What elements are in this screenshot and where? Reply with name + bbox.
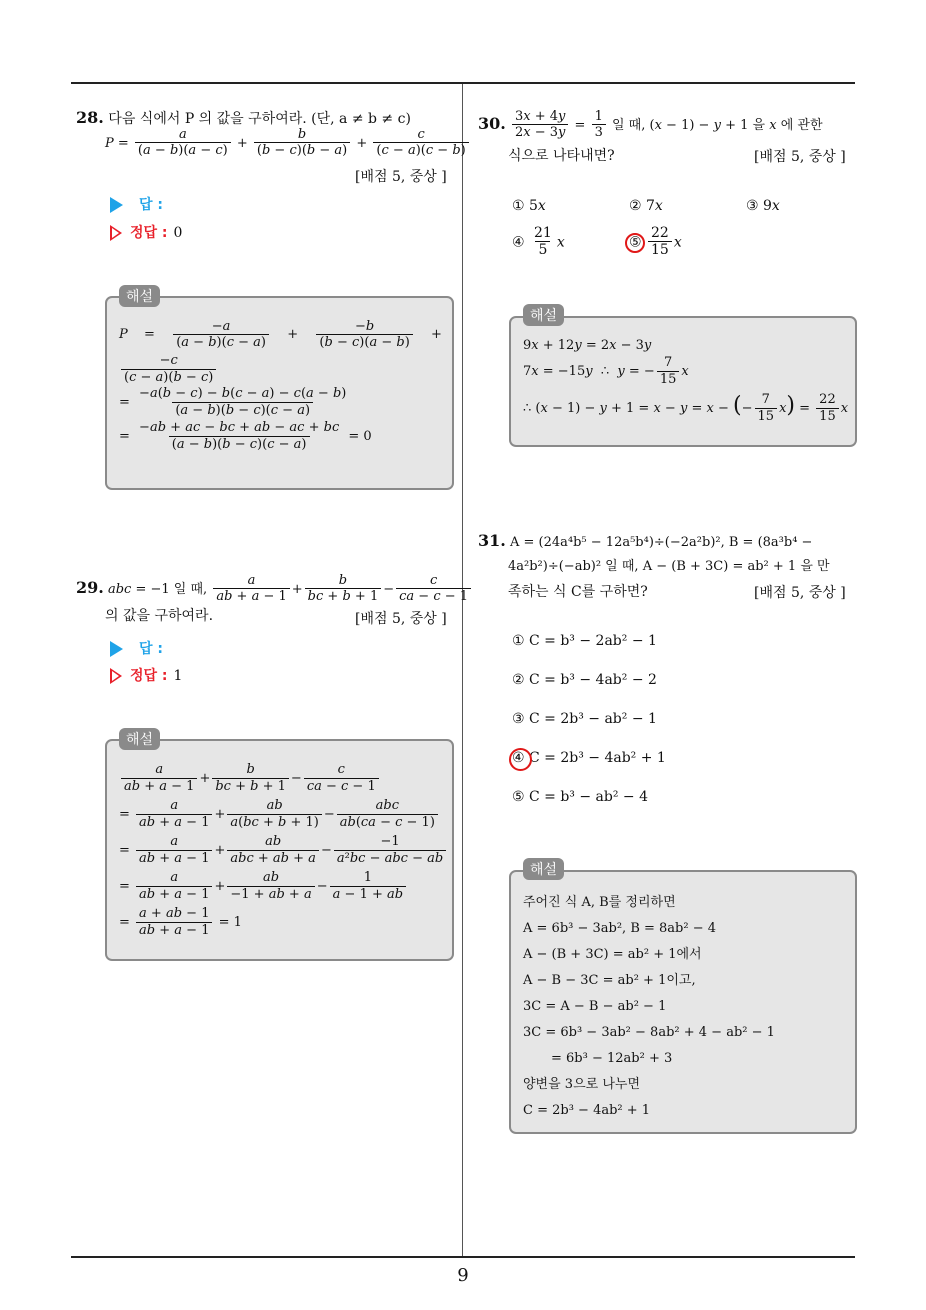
selected-answer-mark: [625, 233, 645, 253]
question-prompt: A = (24a⁴b⁵ − 12a⁵b⁴)÷(−2a²b)², B = (8a³b⁴ −: [509, 535, 813, 550]
choice-4[interactable]: ④ $\frac{21}{5}$ x: [512, 225, 565, 259]
explanation-line: = $\frac{a}{ab + a - 1}$ + $\frac{ab}{a(bc + b + 1)}$ − $\frac{\text{abc}}{ab(ca - c - 1)}$: [119, 797, 442, 833]
explanation-line: = $\frac{-ab + ac - bc + ab - ac + bc}{(a - b)(b - c)(c - a)}$ = 0: [119, 420, 372, 452]
correct-label: 정답 :: [130, 225, 168, 241]
explanation-line: ∴ (x − 1) − y + 1 = x − y = x − (− $\frac{7}{15}$ x) = $\frac{22}{15}$ x: [523, 392, 849, 424]
choice-4[interactable]: ④ C = 2b³ − 4ab² + 1: [512, 750, 666, 766]
answer-input-row[interactable]: [110, 194, 163, 214]
explanation-body: [119, 761, 442, 941]
question-28-score: [배점 5, 중상 ]: [355, 169, 447, 185]
question-number: 30.: [478, 113, 506, 133]
correct-answer-row: [110, 222, 182, 242]
question-number: 31.: [478, 531, 506, 550]
explanation-line: = $\frac{a}{ab + a - 1}$ + $\frac{ab}{-1 + ab + a}$ − $\frac{1}{a - 1 + ab}$: [119, 869, 442, 905]
explanation-tag: 해설: [119, 728, 160, 750]
question-29-prompt-line-2: 의 값을 구하여라.: [105, 608, 214, 624]
explanation-line: 양변을 3으로 나누면: [523, 1077, 640, 1092]
correct-label: 정답 :: [130, 668, 168, 684]
explanation-box: [105, 296, 454, 490]
explanation-line: = $\frac{a + ab - 1}{ab + a - 1}$ = 1: [119, 906, 242, 938]
explanation-box: [509, 870, 857, 1134]
explanation-body: [523, 336, 849, 427]
explanation-body: [523, 890, 845, 1124]
question-30-score: [배점 5, 중상 ]: [754, 149, 846, 165]
explanation-line: 7x = −15y ∴ y = − $\frac{7}{15}$ x: [523, 355, 689, 387]
page-number: 9: [457, 1265, 469, 1286]
answer-input-row[interactable]: [110, 638, 163, 658]
question-31-score: [배점 5, 중상 ]: [754, 585, 846, 601]
bottom-rule: [71, 1256, 855, 1258]
explanation-line: A = 6b³ − 3ab², B = 8ab² − 4: [523, 921, 717, 936]
choice-2[interactable]: ② 7x: [629, 198, 663, 214]
question-number: 28.: [76, 108, 104, 127]
question-30-prompt-line-2: 식으로 나타내면?: [508, 148, 615, 164]
question-31-prompt-line-3: 족하는 식 C를 구하면?: [508, 584, 648, 600]
correct-answer-row: [110, 665, 182, 685]
explanation-tag: 해설: [523, 858, 564, 880]
explanation-box: [509, 316, 857, 447]
explanation-line: $\frac{a}{ab + a - 1}$ + $\frac{b}{bc + b + 1}$ − $\frac{c}{ca - c - 1}$: [119, 761, 442, 797]
question-30-header: 30. $\frac{3x + 4y}{2x - 3y}$ = $\frac{1}{3}$ 일 때, (x − 1) − y + 1 을 x 에 관한: [478, 109, 823, 141]
choice-3[interactable]: ③ 9x: [746, 198, 780, 214]
explanation-tag: 해설: [523, 304, 564, 326]
explanation-line: P = $\frac{-a}{(a - b)(c - a)}$ + $\frac{-b}{(b - c)(a - b)}$ +: [119, 318, 442, 350]
explanation-line: = 6b³ − 12ab² + 3: [551, 1051, 673, 1066]
top-rule: [71, 82, 855, 84]
question-31-header: [478, 531, 812, 553]
column-divider: [462, 84, 463, 1256]
explanation-line: 3C = 6b³ − 3ab² − 8ab² + 4 − ab² − 1: [523, 1025, 775, 1040]
choice-5[interactable]: ⑤ $\frac{22}{15}$ x: [629, 225, 682, 259]
question-29-header: 29. abc = −1 일 때, $\frac{a}{ab + a - 1}$ + $\frac{b}{bc + b + 1}$ − $\frac{c}{ca - c - 1}$: [76, 574, 473, 605]
explanation-line: A − B − 3C = ab² + 1이고,: [523, 973, 696, 988]
selected-answer-mark: [509, 748, 532, 771]
choice-1[interactable]: ① C = b³ − 2ab² − 1: [512, 633, 657, 649]
question-number: 29.: [76, 577, 104, 597]
explanation-tag: 해설: [119, 285, 160, 307]
question-prompt: 다음 식에서 P 의 값을 구하여라. (단, a ≠ b ≠ c): [108, 111, 411, 127]
explanation-line: 3C = A − B − ab² − 1: [523, 999, 667, 1014]
answer-label: 답 :: [139, 197, 163, 213]
explanation-line: 주어진 식 A, B를 정리하면: [523, 895, 676, 910]
explanation-box: [105, 739, 454, 961]
explanation-body: [119, 316, 442, 454]
choice-3[interactable]: ③ C = 2b³ − ab² − 1: [512, 711, 657, 727]
choice-5[interactable]: ⑤ C = b³ − ab² − 4: [512, 789, 649, 805]
question-29-score: [배점 5, 중상 ]: [355, 611, 447, 627]
explanation-line: = $\frac{a}{ab + a - 1}$ + $\frac{ab}{\text{abc + ab + a}}$ − $\frac{-1}{\text{a²bc − abc − ab}}$: [119, 833, 442, 869]
correct-answer-value: 0: [173, 225, 183, 241]
play-arrow-icon: [110, 197, 123, 213]
explanation-line: = $\frac{-a(b - c) - b(c - a) - c(a - b)}{(a - b)(b - c)(c - a)}$: [119, 386, 347, 418]
choice-1[interactable]: ① 5x: [512, 198, 546, 214]
choice-2[interactable]: ② C = b³ − 4ab² − 2: [512, 672, 657, 688]
question-28-header: [76, 108, 411, 129]
correct-answer-value: 1: [173, 668, 183, 684]
answer-label: 답 :: [139, 641, 163, 657]
question-31-prompt-line-2: 4a²b²)÷(−ab)² 일 때, A − (B + 3C) = ab² + 1 을 만: [508, 559, 830, 574]
question-28-expression: P = $\frac{a}{(a - b)(a - c)}$ + $\frac{b}{(b - c)(b - a)}$ + $\frac{c}{(c - a)(c - b)}$: [105, 128, 471, 159]
play-arrow-icon: [110, 641, 123, 657]
explanation-line: $\frac{-c}{(c - a)(b - c)}$: [119, 354, 442, 386]
explanation-line: A − (B + 3C) = ab² + 1에서: [523, 947, 702, 962]
explanation-line: 9x + 12y = 2x − 3y: [523, 338, 652, 353]
outline-arrow-icon: [110, 225, 122, 241]
explanation-line: C = 2b³ − 4ab² + 1: [523, 1103, 651, 1118]
outline-arrow-icon: [110, 668, 122, 684]
